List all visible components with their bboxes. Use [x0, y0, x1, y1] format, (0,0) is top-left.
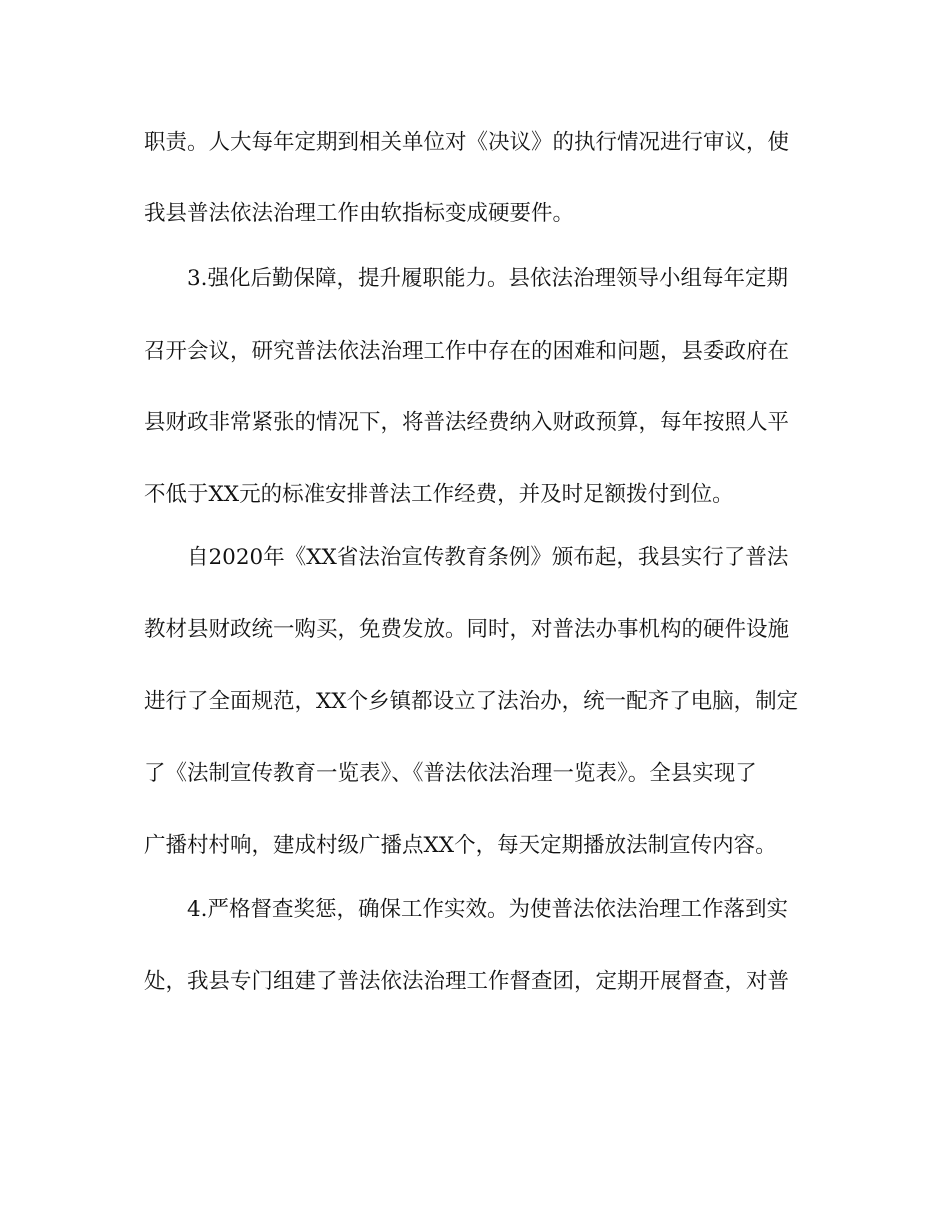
text-line: 广播村村响，建成村级广播点XX个，每天定期播放法制宣传内容。 — [144, 833, 777, 858]
text-line: 进行了全面规范，XX个乡镇都设立了法治办，统一配齐了电脑，制定 — [144, 689, 799, 714]
text-line: 我县普法依法治理工作由软指标变成硬要件。 — [144, 201, 575, 226]
text-line: 教材县财政统一购买，免费发放。同时，对普法办事机构的硬件设施 — [144, 617, 790, 642]
paragraph-start-line: 4.严格督查奖惩，确保工作实效。为使普法依法治理工作落到实 — [187, 897, 789, 922]
text-line: 了《法制宣传教育一览表》、《普法依法治理一览表》。全县实现了 — [144, 761, 757, 786]
text-line: 职责。人大每年定期到相关单位对《决议》的执行情况进行审议，使 — [144, 130, 790, 155]
text-line: 不低于XX元的标准安排普法工作经费，并及时足额拨付到位。 — [144, 482, 734, 507]
text-line: 处，我县专门组建了普法依法治理工作督查团，定期开展督查，对普 — [144, 969, 790, 994]
text-line: 召开会议，研究普法依法治理工作中存在的困难和问题，县委政府在 — [144, 339, 790, 364]
paragraph-start-line: 3.强化后勤保障，提升履职能力。县依法治理领导小组每年定期 — [187, 266, 789, 291]
text-line: 县财政非常紧张的情况下，将普法经费纳入财政预算，每年按照人平 — [144, 410, 790, 435]
paragraph-start-line: 自2020年《XX省法治宣传教育条例》颁布起，我县实行了普法 — [187, 545, 789, 570]
